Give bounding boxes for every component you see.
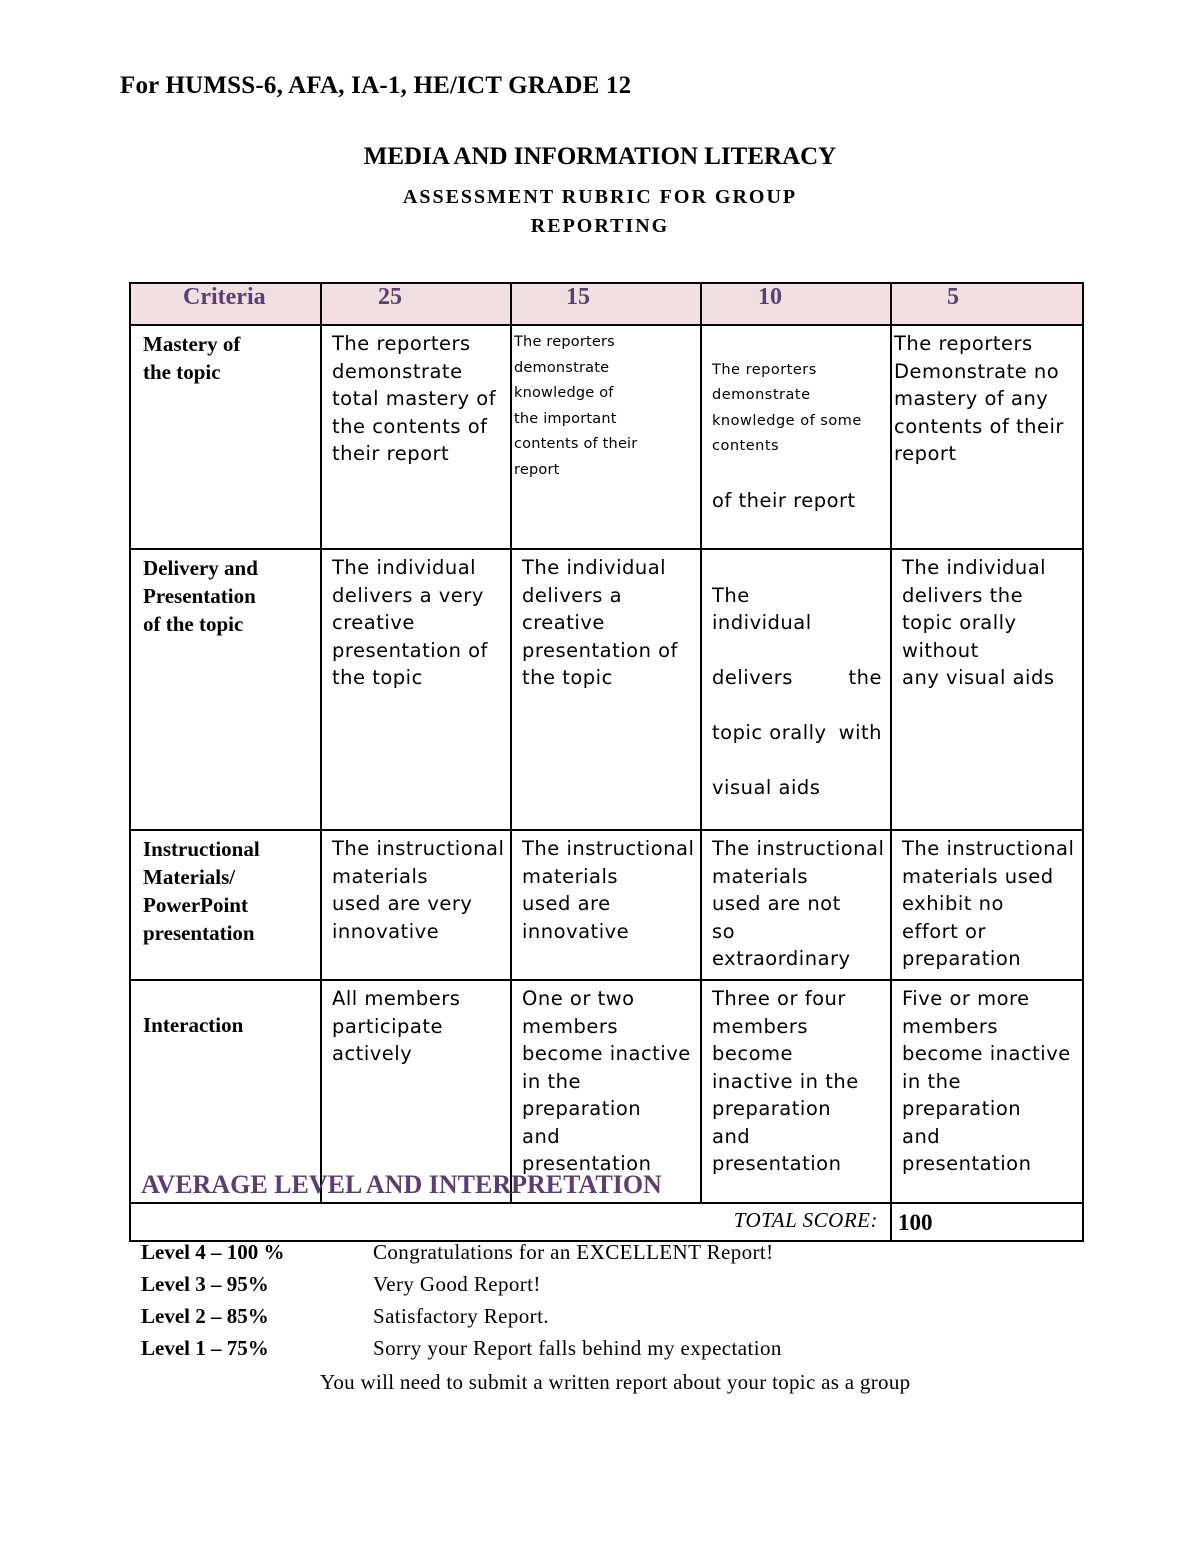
- list-item: [141, 1334, 782, 1366]
- interpretation-heading: AVERAGE LEVEL AND INTERPRETATION: [141, 1170, 662, 1199]
- rubric-cell: The individual delivers the topic orally with visual aids: [701, 549, 891, 830]
- rubric-cell: The individual delivers the topic orally without any visual aids: [891, 549, 1083, 830]
- rubric-cell: The reporters Demonstrate no mastery of any contents of their report: [891, 325, 1083, 549]
- level-label: Level 3 – 95%: [141, 1272, 269, 1296]
- table-row-materials: [130, 830, 1083, 980]
- rubric-table: [129, 282, 1084, 1242]
- list-item: [141, 1302, 782, 1334]
- total-score-value: 100: [891, 1203, 1083, 1241]
- rubric-cell: The individual delivers a very creative presentation of the topic: [321, 549, 511, 830]
- level-description: Very Good Report!: [373, 1272, 541, 1296]
- document-title: MEDIA AND INFORMATION LITERACY: [363, 143, 837, 170]
- grade-line: For HUMSS-6, AFA, IA-1, HE/ICT GRADE 12: [120, 72, 632, 99]
- rubric-cell: The individual delivers a creative presentation of the topic: [511, 549, 701, 830]
- rubric-cell: All members participate actively: [321, 980, 511, 1203]
- level-description: Congratulations for an EXCELLENT Report!: [373, 1240, 774, 1264]
- criterion-cell: Instructional Materials/ PowerPoint presentation: [130, 830, 321, 980]
- column-header-criteria: Criteria: [130, 283, 321, 325]
- table-total-row: [130, 1203, 1083, 1241]
- list-item: [141, 1238, 782, 1270]
- level-label: Level 2 – 85%: [141, 1304, 269, 1328]
- criterion-cell: Delivery and Presentation of the topic: [130, 549, 321, 830]
- rubric-cell: Five or more members become inactive in the preparation and presentation: [891, 980, 1083, 1203]
- list-item: [141, 1270, 782, 1302]
- rubric-cell: The instructional materials used are not so extraordinary: [701, 830, 891, 980]
- total-score-label: TOTAL SCORE:: [130, 1203, 891, 1241]
- rubric-cell: The instructional materials used exhibit no effort or preparation: [891, 830, 1083, 980]
- criterion-cell: Interaction: [130, 980, 321, 1203]
- rubric-cell: Three or four members become inactive in the preparation and presentation: [701, 980, 891, 1203]
- rubric-cell-text-extra: of their report: [712, 489, 856, 512]
- criterion-cell: Mastery of the topic: [130, 325, 321, 549]
- table-row-mastery: [130, 325, 1083, 549]
- rubric-cell: The instructional materials used are very innovative: [321, 830, 511, 980]
- level-description: Sorry your Report falls behind my expectation: [373, 1336, 782, 1360]
- level-label: Level 4 – 100 %: [141, 1240, 285, 1264]
- column-header-15: 15: [511, 283, 701, 325]
- rubric-cell: [701, 325, 891, 549]
- submission-note: You will need to submit a written report about your topic as a group: [320, 1370, 911, 1394]
- rubric-cell-text: The reporters demonstrate knowledge of some contents: [712, 361, 862, 454]
- rubric-cell: The instructional materials used are innovative: [511, 830, 701, 980]
- rubric-title-line-1: ASSESSMENT RUBRIC FOR GROUP: [402, 186, 798, 208]
- level-description: Satisfactory Report.: [373, 1304, 549, 1328]
- column-header-25: 25: [321, 283, 511, 325]
- rubric-title: [300, 183, 900, 241]
- table-header-row: [130, 283, 1083, 325]
- rubric-cell: One or two members become inactive in the preparation and presentation: [511, 980, 701, 1203]
- rubric-cell: The reporters demonstrate total mastery of the contents of their report: [321, 325, 511, 549]
- level-label: Level 1 – 75%: [141, 1336, 269, 1360]
- levels-list: [141, 1238, 782, 1366]
- rubric-cell: The reporters demonstrate knowledge of the important contents of their report: [511, 325, 701, 549]
- table-row-delivery: [130, 549, 1083, 830]
- column-header-10: 10: [701, 283, 891, 325]
- column-header-5: 5: [891, 283, 1083, 325]
- rubric-title-line-2: REPORTING: [530, 215, 670, 237]
